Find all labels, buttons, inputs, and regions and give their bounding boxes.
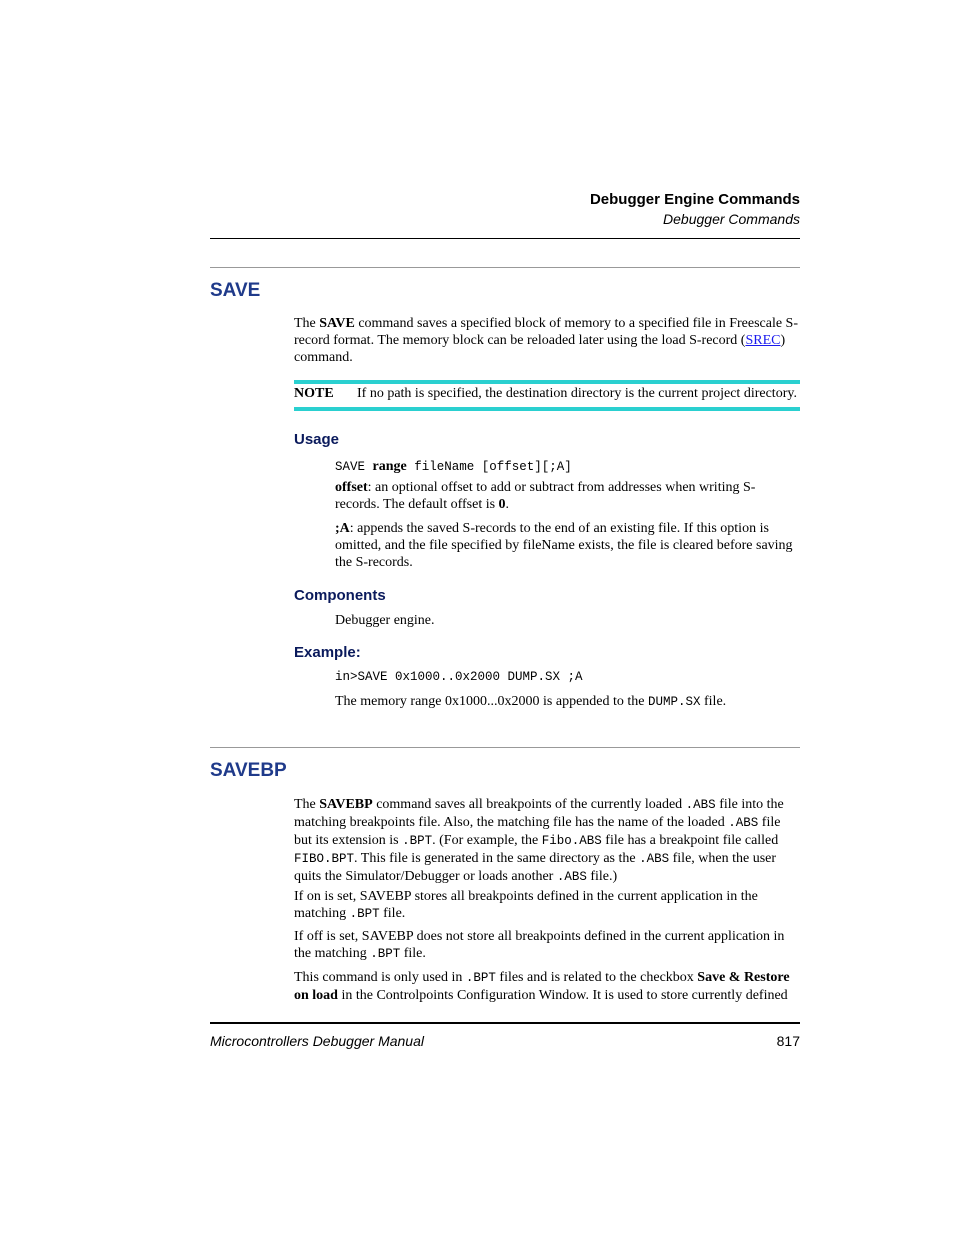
running-header-title: Debugger Engine Commands: [589, 191, 800, 208]
section-heading-savebp: SAVEBP: [210, 760, 287, 781]
footer-rule: [210, 1022, 800, 1024]
offset-description: offset: an optional offset to add or subtract from addresses when writing S-records. The default offset is 0.: [335, 480, 756, 512]
example-description: The memory range 0x1000...0x2000 is appended to the DUMP.SX file.: [335, 694, 727, 709]
page-number: 817: [776, 1033, 800, 1049]
section-heading-save: SAVE: [210, 280, 261, 301]
footer-title: Microcontrollers Debugger Manual: [210, 1033, 424, 1049]
subheading-usage: Usage: [294, 431, 340, 448]
components-text: Debugger engine.: [335, 613, 435, 628]
append-option-description: ;A: appends the saved S-records to the end of an existing file. If this option is omitted, and the file specified by fileName exists, the file is cleared before saving the S-records.: [335, 521, 793, 570]
subheading-example: Example:: [294, 644, 361, 661]
running-header-subtitle: Debugger Commands: [663, 211, 800, 227]
section-rule-savebp: [210, 747, 800, 748]
note-label: NOTE: [294, 386, 334, 401]
savebp-paragraph-2: If on is set, SAVEBP stores all breakpoints defined in the current application in the matching .BPT file.: [294, 889, 758, 921]
header-rule: [210, 238, 800, 239]
savebp-paragraph-1: The SAVEBP command saves all breakpoints of the currently loaded .ABS file into the matching breakpoints file. Also, the matching file has the name of the loaded .ABS file but its extension is .BPT. (For example, the Fibo.ABS file has a breakpoint file called FIBO.BPT. This file is generated in the same directory as the .ABS file, when the user quits the Simulator/Debugger or loads another .ABS file.): [294, 797, 784, 884]
save-description: The SAVE command saves a specified block of memory to a specified file in Freescale S-record format. The memory block can be reloaded later using the load S-record (SREC) command.: [294, 316, 798, 365]
section-rule-save: [210, 267, 800, 268]
savebp-paragraph-3: If off is set, SAVEBP does not store all breakpoints defined in the current application in the matching .BPT file.: [294, 929, 785, 961]
note-text: If no path is specified, the destination directory is the current project directory.: [357, 386, 797, 401]
subheading-components: Components: [294, 587, 386, 604]
usage-syntax: SAVE range fileName [offset][;A]: [335, 459, 572, 474]
srec-link[interactable]: SREC: [745, 333, 781, 348]
savebp-paragraph-4: This command is only used in .BPT files and is related to the checkbox Save & Restore on load in the Controlpoints Configuration Window. It is used to store currently defined: [294, 970, 790, 1003]
example-code: in>SAVE 0x1000..0x2000 DUMP.SX ;A: [335, 670, 583, 684]
